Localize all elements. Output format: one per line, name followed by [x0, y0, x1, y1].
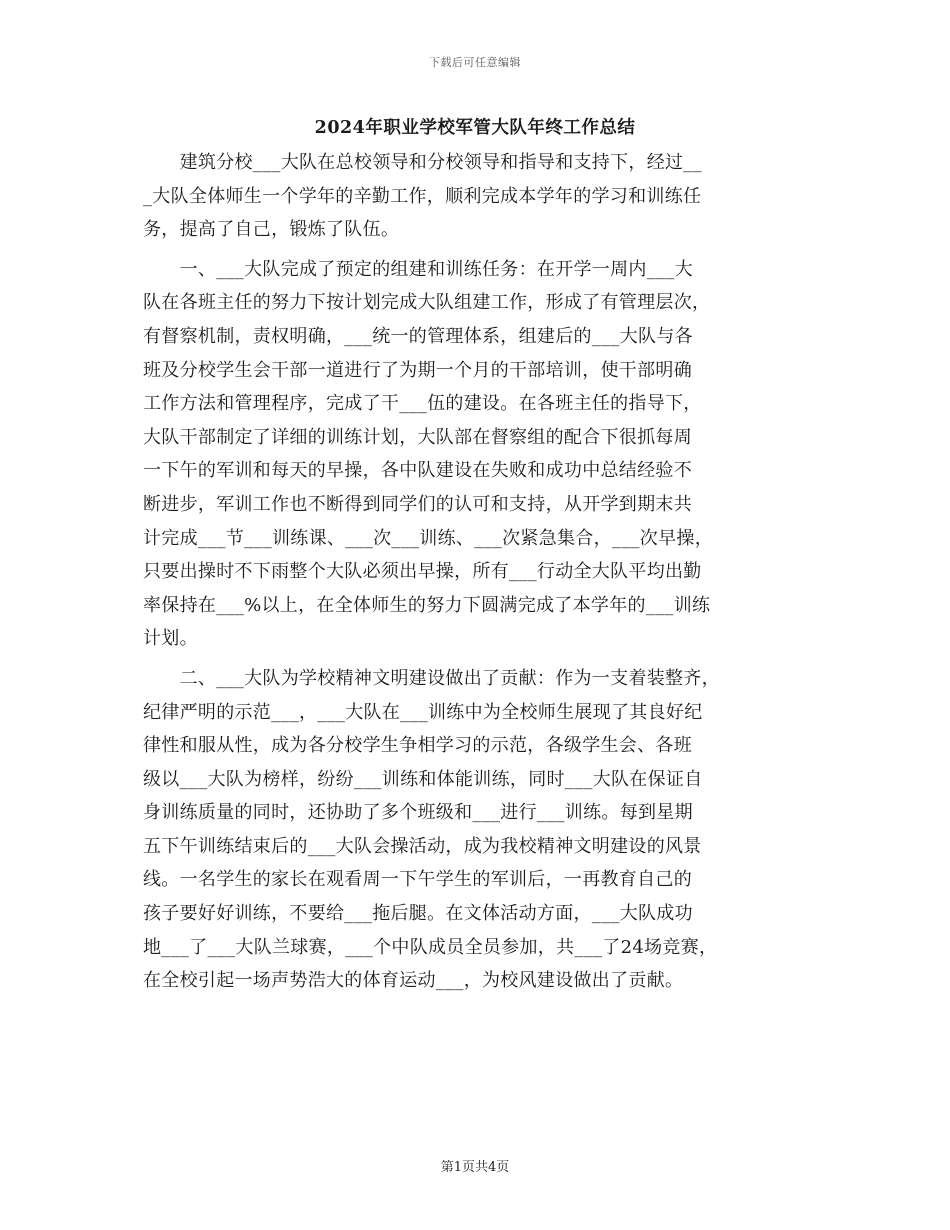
text-line: 五下午训练结束后的___大队会操活动，成为我校精神文明建设的风景: [143, 835, 702, 857]
text-line: 大队干部制定了详细的训练计划，大队部在督察组的配合下很抓每周: [143, 426, 692, 448]
text-line: 率保持在___%以上，在全体师生的努力下圆满完成了本学年的___训练: [143, 594, 711, 616]
page-number-footer: 第1页共4页: [440, 1160, 510, 1175]
text-line: _大队全体师生一个学年的辛勤工作，顺利完成本学年的学习和训练任: [143, 185, 702, 207]
text-line: 地___了___大队兰球赛，___个中队成员全员参加，共___了24场竞赛，: [143, 936, 718, 958]
text-line: 只要出操时不下雨整个大队必须出早操，所有___行动全大队平均出勤: [143, 561, 702, 583]
document-title: 2024年职业学校军管大队年终工作总结: [314, 118, 636, 138]
text-line: 队在各班主任的努力下按计划完成大队组建工作，形成了有管理层次，: [143, 292, 711, 314]
paragraph-section-two: [143, 662, 828, 998]
text-line: 断进步，军训工作也不断得到同学们的认可和支持，从开学到期末共: [143, 493, 692, 515]
header-note: 下载后可任意编辑: [429, 56, 521, 69]
text-line: 班及分校学生会干部一道进行了为期一个月的干部培训，使干部明确: [143, 359, 692, 381]
text-line: 有督察机制，责权明确，___统一的管理体系，组建后的___大队与各: [143, 325, 693, 347]
text-line: 务，提高了自己，锻炼了队伍。: [143, 219, 400, 241]
text-line: 建筑分校___大队在总校领导和分校领导和指导和支持下，经过__: [143, 152, 702, 173]
text-line: 一、___大队完成了预定的组建和训练任务：在开学一周内___大: [143, 258, 693, 280]
paragraph-section-one: [143, 253, 828, 656]
text-line: 计完成___节___训练课、___次___训练、___次紧急集合，___次早操，: [143, 527, 713, 549]
text-line: 纪律严明的示范___，___大队在___训练中为全校师生展现了其良好纪: [143, 701, 703, 723]
text-line: 律性和服从性，成为各分校学生争相学习的示范，各级学生会、各班: [143, 735, 692, 757]
paragraph-intro: [143, 146, 828, 247]
text-line: 在全校引起一场声势浩大的体育运动___，为校风建设做出了贡献。: [143, 970, 684, 992]
text-line: 孩子要好好训练，不要给___拖后腿。在文体活动方面，___大队成功: [143, 903, 693, 925]
text-line: 线。一名学生的家长在观看周一下午学生的军训后，一再教育自己的: [143, 869, 692, 891]
text-line: 计划。: [143, 628, 198, 650]
text-line: 一下午的军训和每天的早操，各中队建设在失败和成功中总结经验不: [143, 460, 692, 482]
text-line: 级以___大队为榜样，纷纷___训练和体能训练，同时___大队在保证自: [143, 768, 703, 790]
text-line: 身训练质量的同时，还协助了多个班级和___进行___训练。每到星期: [143, 802, 693, 824]
text-line: 二、___大队为学校精神文明建设做出了贡献：作为一支着装整齐，: [143, 667, 720, 689]
text-line: 工作方法和管理程序，完成了干___伍的建设。在各班主任的指导下，: [143, 393, 702, 415]
document-body: [143, 146, 828, 998]
